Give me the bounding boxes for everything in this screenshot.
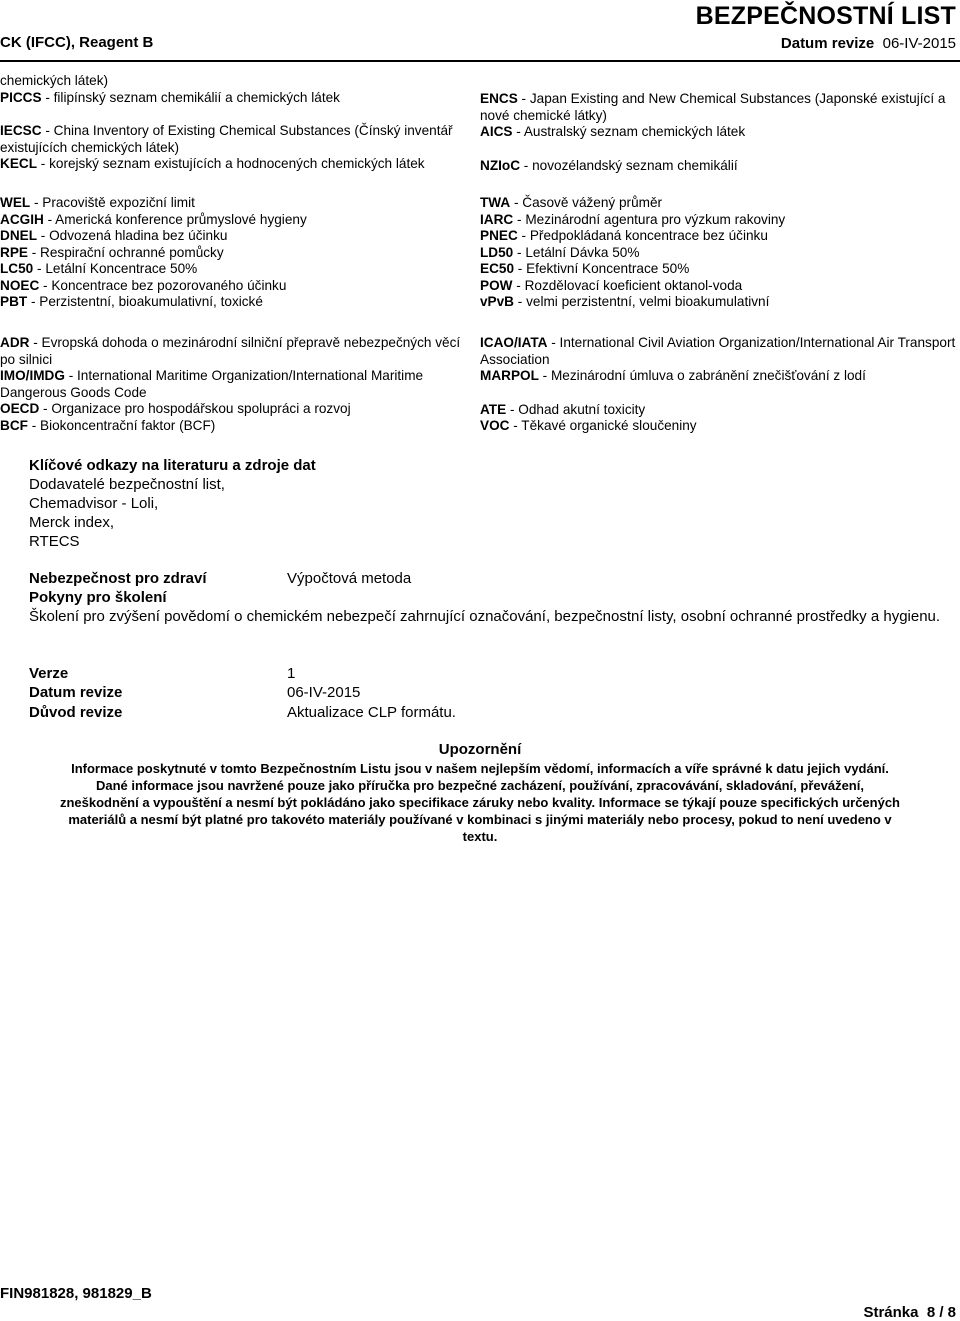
version-value: 1: [287, 665, 296, 682]
abbreviation-entry: [480, 294, 958, 311]
abbreviation-entry: [480, 278, 958, 295]
abbreviation-entry: [0, 195, 472, 212]
revision-date: 06-IV-2015: [882, 35, 956, 52]
abbreviation-key: EC50: [480, 261, 515, 276]
abbreviation-description: - Pracoviště expoziční limit: [30, 195, 195, 210]
abbreviation-description: - Časově vážený průměr: [510, 195, 663, 210]
abbreviation-description: - International Maritime Organization/International Maritime Dangerous Goods Code: [0, 368, 424, 400]
reference-item: Merck index,: [29, 514, 115, 531]
abbreviation-description: - novozélandský seznam chemikálií: [520, 157, 738, 173]
abbreviation-entry: [0, 90, 472, 107]
abbreviation-entry: [480, 261, 958, 278]
abbreviation-entry: [0, 123, 472, 156]
revision-label: Datum revize: [780, 35, 875, 52]
abbreviation-description: chemických látek): [0, 73, 109, 88]
header-divider: [0, 60, 960, 62]
abbreviation-entry: [0, 401, 472, 418]
document-code: FIN981828, 981829_B: [0, 1285, 152, 1302]
document-title: BEZPEČNOSTNÍ LIST: [695, 2, 956, 30]
training-title: Pokyny pro školení: [29, 589, 167, 606]
abbreviation-entry: [480, 418, 958, 435]
abbreviation-key: ADR: [0, 335, 30, 350]
abbreviation-key: ATE: [480, 401, 507, 417]
abbreviation-key: vPvB: [480, 294, 515, 309]
disclaimer-line: materiálů a nesmí být platné pro takovéto materiály používané v kombinaci s jinými materiály nebo procesy, pokud to není uvedeno v: [68, 812, 892, 827]
page-count: 8 / 8: [926, 1304, 956, 1321]
abbreviation-entry: [480, 402, 958, 419]
abbreviation-description: - korejský seznam existujících a hodnocených chemických látek: [37, 156, 425, 171]
abbreviation-entry: [480, 195, 958, 212]
abbr-left-group-3: [0, 335, 472, 434]
revision-date-label: Datum revize: [29, 684, 123, 701]
health-hazard-label: Nebezpečnost pro zdraví: [29, 570, 207, 587]
abbr-right-group-1: [480, 91, 958, 174]
abbreviation-key: NOEC: [0, 277, 40, 293]
abbreviation-description: - Evropská dohoda o mezinárodní silniční přepravě nebezpečných věcí po silnici: [0, 335, 461, 367]
abbreviation-key: BCF: [0, 417, 28, 433]
reference-item: RTECS: [29, 533, 80, 550]
disclaimer-line: textu.: [462, 829, 498, 844]
disclaimer-line: Informace poskytnuté v tomto Bezpečnostním Listu jsou v našem nejlepším vědomí, informacích a víře správné k datu jejich vydání.: [71, 761, 889, 776]
training-text: Školení pro zvýšení povědomí o chemickém nebezpečí zahrnující označování, bezpečnostní listy, osobní ochranné prostředky a hygienu.: [29, 608, 941, 625]
abbreviation-entry: [0, 228, 472, 245]
abbreviation-description: - velmi perzistentní, velmi bioakumulativní: [514, 294, 770, 309]
abbreviation-key: LD50: [480, 244, 514, 260]
abbreviation-key: NZIoC: [480, 157, 521, 173]
product-name: CK (IFCC), Reagent B: [0, 34, 154, 51]
revision-reason-label: Důvod revize: [29, 704, 123, 721]
abbreviation-key: MARPOL: [480, 368, 539, 383]
abbreviation-key: IECSC: [0, 123, 42, 138]
abbreviation-key: PNEC: [480, 228, 518, 243]
abbreviation-entry: [0, 368, 472, 401]
abbreviation-description: - Respirační ochranné pomůcky: [27, 244, 224, 260]
abbr-right-group-2: [480, 195, 958, 311]
abbreviation-entry: [0, 278, 472, 295]
abbreviation-entry: [0, 261, 472, 278]
abbreviation-description: - Australský seznam chemických látek: [512, 124, 746, 139]
abbreviation-description: - Těkavé organické sloučeniny: [509, 418, 697, 433]
abbreviation-key: TWA: [480, 195, 511, 210]
spacer: [480, 141, 958, 158]
abbreviation-description: - Rozdělovací koeficient oktanol-voda: [512, 277, 743, 293]
reference-item: Chemadvisor - Loli,: [29, 495, 159, 512]
abbreviation-entry: [0, 245, 472, 262]
disclaimer-line: zneškodnění a vypouštění a nesmí být pokládáno jako specifikace záruky nebo kvality. Informace se týkají pouze specifických určených: [59, 795, 900, 810]
abbreviation-description: - Efektivní Koncentrace 50%: [514, 261, 690, 276]
abbreviation-key: VOC: [480, 418, 510, 433]
abbreviation-description: - Organizace pro hospodářskou spolupráci a rozvoj: [39, 401, 351, 416]
abbreviation-entry: [480, 228, 958, 245]
revision-reason-value: Aktualizace CLP formátu.: [287, 704, 456, 721]
disclaimer-line: Dané informace jsou navržené pouze jako příručka pro bezpečné zacházení, používání, zpracovávání, skladování, převážení,: [96, 778, 864, 793]
abbreviation-key: OECD: [0, 401, 40, 416]
abbreviation-entry: [480, 124, 958, 141]
revision-date-header: [781, 35, 956, 52]
abbreviation-entry: [0, 73, 472, 90]
abbreviation-entry: [480, 158, 958, 175]
abbreviation-key: POW: [480, 277, 513, 293]
spacer: [0, 106, 472, 123]
abbreviation-key: ICAO/IATA: [480, 335, 548, 350]
abbreviation-key: ACGIH: [0, 211, 44, 227]
version-label: Verze: [29, 665, 69, 682]
training-section: [29, 588, 954, 626]
abbreviation-entry: [0, 418, 472, 435]
abbreviation-key: LC50: [0, 261, 34, 276]
abbr-right-group-3: [480, 335, 958, 435]
abbreviation-description: - Perzistentní, bioakumulativní, toxické: [27, 294, 263, 309]
abbreviation-description: - Odhad akutní toxicity: [506, 401, 646, 417]
abbreviation-description: - filipínský seznam chemikálií a chemických látek: [41, 89, 340, 105]
abbreviation-description: - Americká konference průmyslové hygieny: [43, 211, 307, 227]
page-number: [863, 1304, 956, 1321]
abbreviation-entry: [0, 156, 472, 173]
disclaimer: [0, 740, 960, 845]
disclaimer-title: Upozornění: [438, 741, 522, 758]
abbreviation-key: DNEL: [0, 228, 38, 243]
page-label: Stránka: [863, 1304, 919, 1321]
abbreviation-entry: [480, 91, 958, 124]
abbreviation-key: RPE: [0, 244, 28, 260]
abbreviation-key: KECL: [0, 156, 38, 171]
revision-date-value: 06-IV-2015: [287, 684, 361, 701]
abbreviation-description: - Koncentrace bez pozorovaného účinku: [39, 277, 287, 293]
abbreviation-key: WEL: [0, 195, 31, 210]
abbreviation-entry: [480, 212, 958, 229]
abbreviation-entry: [480, 335, 958, 368]
abbreviation-entry: [0, 294, 472, 311]
abbreviation-description: - Letální Dávka 50%: [513, 244, 640, 260]
abbreviation-key: ENCS: [480, 91, 518, 106]
references-section: [29, 456, 316, 551]
abbreviation-key: PICCS: [0, 89, 42, 105]
abbr-left-group-1: [0, 73, 472, 173]
abbreviation-key: AICS: [480, 124, 513, 139]
abbreviation-entry: [0, 212, 472, 229]
abbreviation-description: - Mezinárodní agentura pro výzkum rakoviny: [513, 211, 786, 227]
abbreviation-key: PBT: [0, 294, 28, 309]
abbreviation-description: - Předpokládaná koncentrace bez účinku: [517, 228, 768, 243]
abbreviation-description: - China Inventory of Existing Chemical Substances (Čínský inventář existujících chemických látek): [0, 123, 453, 155]
reference-item: Dodavatelé bezpečnostní list,: [29, 476, 225, 493]
abbreviation-description: - Biokoncentrační faktor (BCF): [27, 417, 216, 433]
abbreviation-key: IARC: [480, 211, 514, 227]
abbreviation-key: IMO/IMDG: [0, 368, 65, 383]
abbreviation-entry: [0, 335, 472, 368]
abbreviation-entry: [480, 245, 958, 262]
spacer: [480, 385, 958, 402]
references-title: Klíčové odkazy na literaturu a zdroje dat: [29, 457, 316, 474]
abbreviation-description: - Odvozená hladina bez účinku: [37, 228, 228, 243]
abbr-left-group-2: [0, 195, 472, 311]
abbreviation-description: - Letální Koncentrace 50%: [33, 261, 198, 276]
abbreviation-description: - International Civil Aviation Organization/International Air Transport Association: [480, 335, 956, 367]
abbreviation-description: - Mezinárodní úmluva o zabránění znečišťování z lodí: [538, 368, 866, 383]
abbreviation-entry: [480, 368, 958, 385]
abbreviation-description: - Japan Existing and New Chemical Substances (Japonské existující a nové chemické látky): [480, 91, 946, 123]
health-hazard-value: Výpočtová metoda: [287, 570, 412, 587]
